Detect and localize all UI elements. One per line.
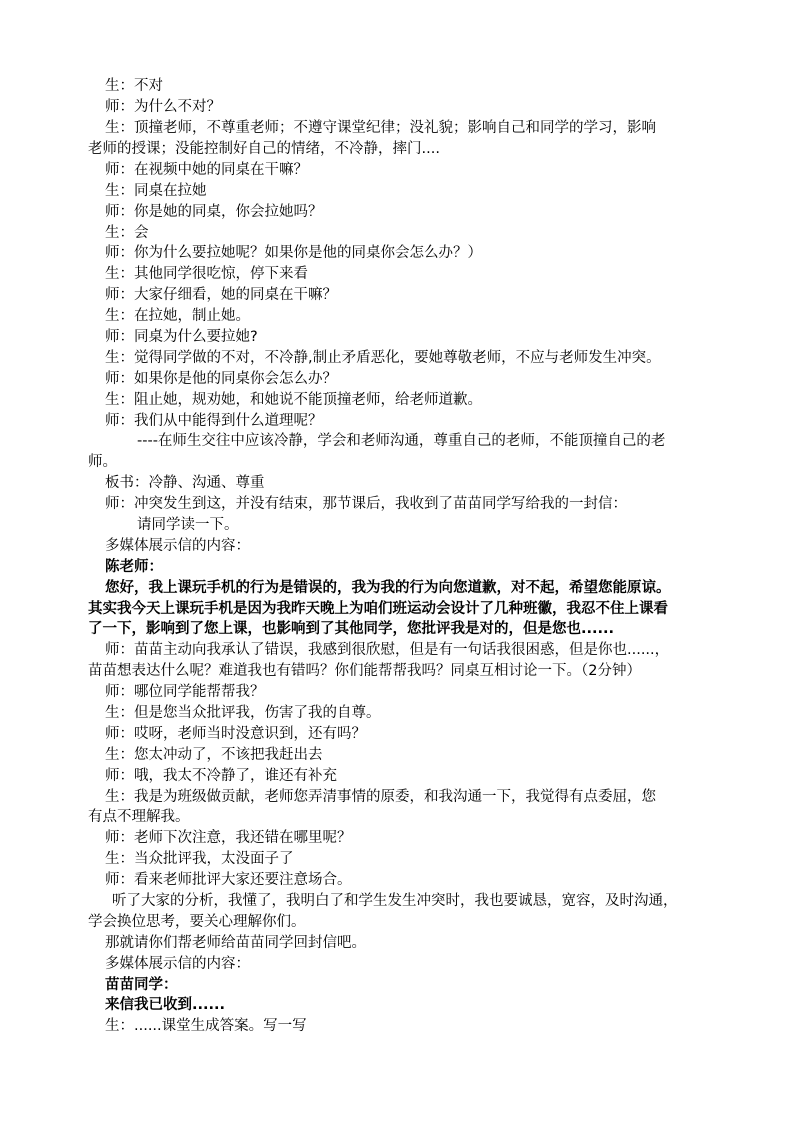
dialogue-line: 生：我是为班级做贡献，老师您弄清事情的原委，和我沟通一下，我觉得有点委屈，您 (105, 789, 656, 805)
letter-body-line: 您好，我上课玩手机的行为是错误的，我为我的行为向您道歉，对不起，希望您能原谅。 (105, 580, 671, 596)
dialogue-line: 老师的授课；没能控制好自己的情绪，不冷静，摔门.... (88, 141, 440, 157)
dialogue-line: 师：哎呀，老师当时没意识到，还有吗？ (105, 726, 366, 742)
dialogue-line: 苗苗想表达什么呢？难道我也有错吗？你们能帮帮我吗？同桌互相讨论一下。（2分钟） (88, 663, 641, 679)
dialogue-line: 师：如果你是他的同桌你会怎么办？ (105, 371, 337, 387)
conclusion-line: 师。 (88, 454, 117, 470)
dialogue-line: 生：顶撞老师，不尊重老师；不遵守课堂纪律；没礼貌；影响自己和同学的学习，影响 (105, 120, 656, 136)
dialogue-line: 师：看来老师批评大家还要注意场合。 (105, 872, 352, 888)
dialogue-line: 生：不对 (105, 78, 163, 94)
dialogue-line: 师：在视频中她的同桌在干嘛？ (105, 162, 308, 178)
dialogue-line: 生：觉得同学做的不对，不冷静,制止矛盾恶化，要她尊敬老师，不应与老师发生冲突。 (105, 350, 661, 366)
media-caption: 多媒体展示信的内容： (105, 538, 250, 554)
media-caption: 多媒体展示信的内容： (105, 956, 250, 972)
teacher-reflection: 听了大家的分析，我懂了，我明白了和学生发生冲突时，我也要诚恳，宽容，及时沟通， (112, 893, 678, 909)
dialogue-line: 师：大家仔细看，她的同桌在干嘛？ (105, 287, 337, 303)
conclusion-line: ----在师生交往中应该冷静，学会和老师沟通，尊重自己的老师，不能顶撞自己的老 (137, 433, 666, 449)
dialogue-line: 那就请你们帮老师给苗苗同学回封信吧。 (105, 935, 366, 951)
letter-body-line: 其实我今天上课玩手机是因为我昨天晚上为咱们班运动会设计了几种班徽，我忍不住上课看 (88, 601, 668, 617)
dialogue-line: 师：苗苗主动向我承认了错误，我感到很欣慰，但是有一句话我很困惑，但是你也......， (105, 642, 670, 658)
dialogue-line: 师：同桌为什么要拉她? (105, 329, 258, 345)
reply-body-line: 来信我已收到...... (105, 997, 226, 1013)
letter-salutation: 陈老师： (105, 559, 163, 575)
dialogue-line: 生：当众批评我，太没面子了 (105, 851, 294, 867)
dialogue-line: 生：您太冲动了，不该把我赶出去 (105, 747, 323, 763)
board-writing: 板书：冷静、沟通、尊重 (105, 475, 265, 491)
dialogue-line: 生：但是您当众批评我，伤害了我的自尊。 (105, 705, 381, 721)
dialogue-line: 师：哦，我太不冷静了，谁还有补充 (105, 768, 337, 784)
reply-salutation: 苗苗同学： (105, 977, 178, 993)
dialogue-line: 师：我们从中能得到什么道理呢？ (105, 413, 323, 429)
dialogue-line: 师：为什么不对？ (105, 99, 221, 115)
dialogue-line: 生：在拉她，制止她。 (105, 308, 250, 324)
dialogue-line: 生：会 (105, 225, 149, 241)
dialogue-line: 生：同桌在拉她 (105, 183, 207, 199)
dialogue-line: 师：你为什么要拉她呢？如果你是他的同桌你会怎么办？） (105, 245, 482, 261)
dialogue-line: 有点不理解我。 (88, 809, 190, 825)
dialogue-line: 师：老师下次注意，我还错在哪里呢？ (105, 830, 352, 846)
dialogue-line: 师：冲突发生到这，并没有结束，那节课后，我收到了苗苗同学写给我的一封信： (105, 496, 627, 512)
dialogue-line: 生：其他同学很吃惊，停下来看 (105, 266, 308, 282)
letter-body-line: 了一下，影响到了您上课，也影响到了其他同学，您批评我是对的，但是您也...... (88, 621, 615, 637)
dialogue-line: 生：阻止她，规劝她，和她说不能顶撞老师，给老师道歉。 (105, 392, 482, 408)
dialogue-line: 师：哪位同学能帮帮我？ (105, 684, 265, 700)
dialogue-line: 请同学读一下。 (137, 517, 239, 533)
dialogue-line: 师：你是她的同桌，你会拉她吗？ (105, 204, 323, 220)
dialogue-line: 生：......课堂生成答案。写一写 (105, 1018, 307, 1034)
teacher-reflection: 学会换位思考，要关心理解你们。 (88, 914, 306, 930)
